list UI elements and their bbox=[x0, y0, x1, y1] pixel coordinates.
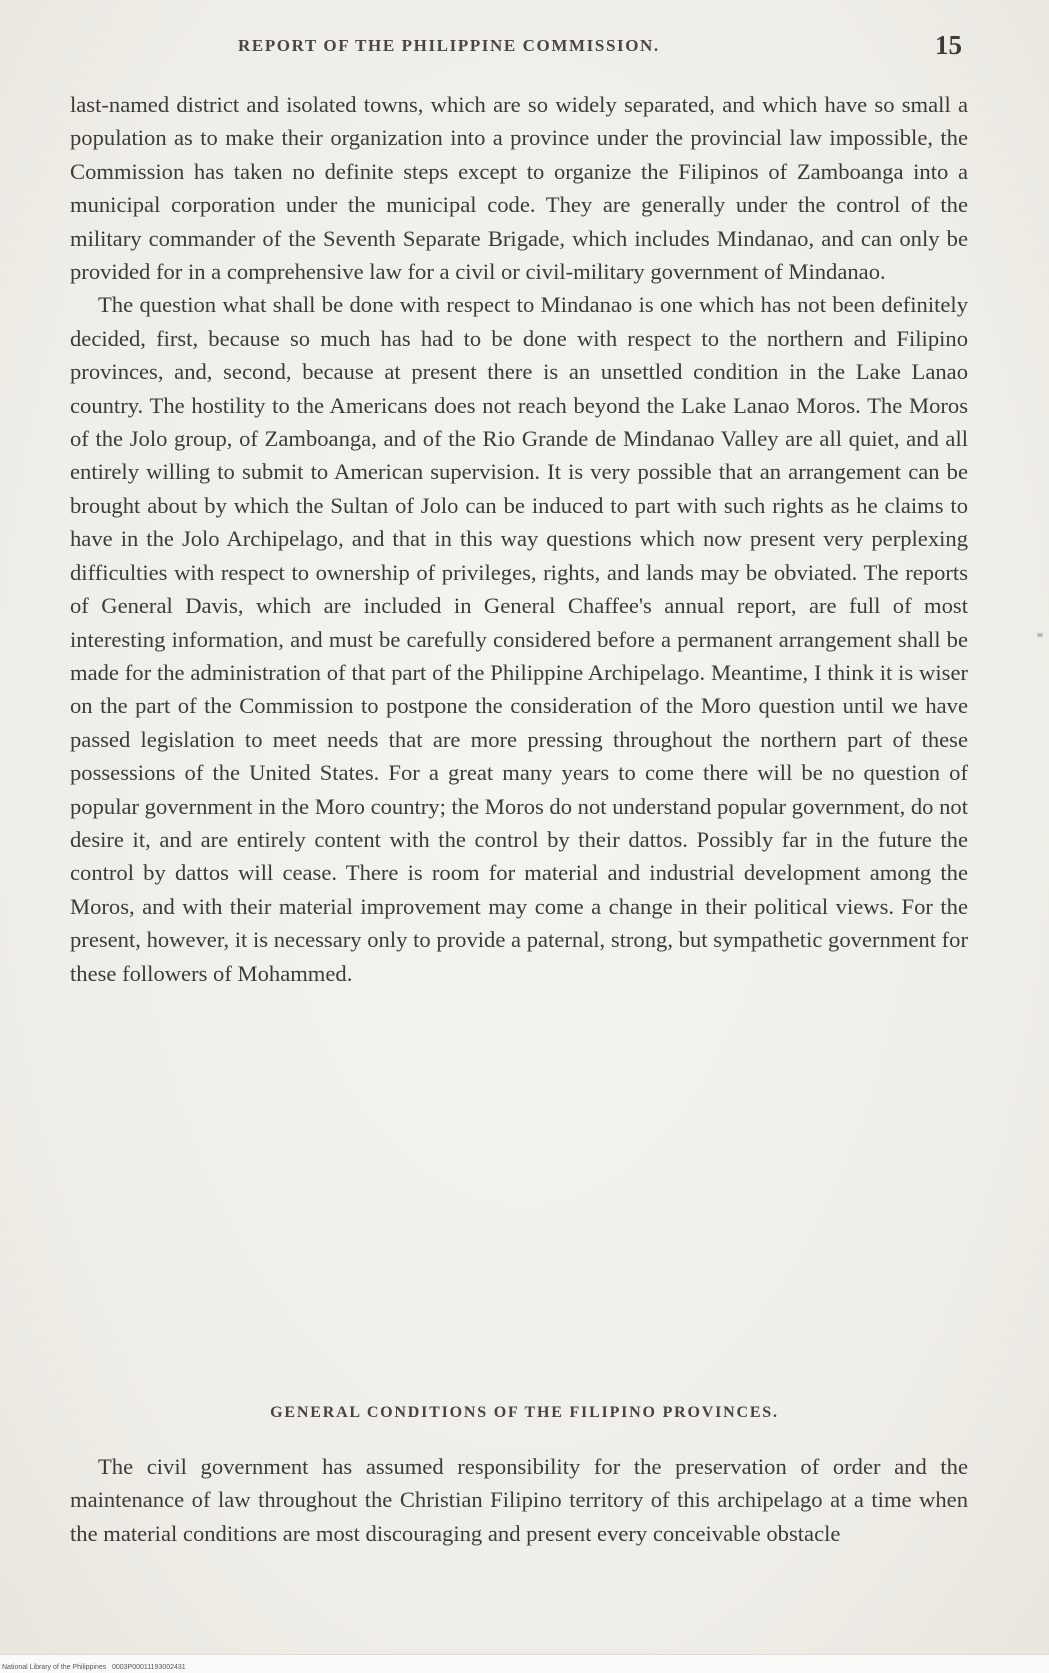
paragraph-civil-government: The civil government has assumed responsibility for the preservation of order and the maintenance of law throughout the Christian Filipino territory of this archipelago at a time when the material conditions are most discouraging and present every conceivable obstacle bbox=[70, 1454, 968, 1546]
body-text bbox=[70, 88, 968, 990]
footer-id: 0003P00011193002431 bbox=[112, 1664, 186, 1671]
paragraph-continued: last-named district and isolated towns, which are so widely separated, and which have so small a population as to make their organization into a province under the provincial law impossible, the Commission has taken no definite steps except to organize the Filipinos of Zamboanga into a municipal corporation under the municipal code. They are generally under the control of the military commander of the Seventh Separate Brigade, which includes Mindanao, and can only be provided for in a comprehensive law for a civil or civil-military government of Mindanao. bbox=[70, 92, 968, 285]
running-head: REPORT OF THE PHILIPPINE COMMISSION. bbox=[238, 36, 660, 55]
section-heading: GENERAL CONDITIONS OF THE FILIPINO PROVINCES. bbox=[270, 1404, 779, 1421]
margin-mark bbox=[1037, 633, 1043, 637]
footer-library: National Library of the Philippines bbox=[2, 1664, 107, 1671]
page-number: 15 bbox=[935, 30, 962, 60]
section-body-text bbox=[70, 1450, 968, 1550]
paragraph-mindanao-question: The question what shall be done with respect to Mindanao is one which has not been definitely decided, first, because so much has had to be done with respect to the northern and Filipino provinces, and, second, because at present there is an unsettled condition in the Lake Lanao country. The hostility to the Americans does not reach beyond the Lake Lanao Moros. The Moros of the Jolo group, of Zamboanga, and of the Rio Grande de Mindanao Valley are all quiet, and all entirely willing to submit to American supervision. It is very possible that an arrangement can be brought about by which the Sultan of Jolo can be induced to part with such rights as he claims to have in the Jolo Archipelago, and that in this way questions which now present very perplexing difficulties with respect to ownership of privileges, rights, and lands may be obviated. The reports of General Davis, which are included in General Chaffee's annual report, are full of most interesting information, and must be carefully considered before a permanent arrangement shall be made for the administration of that part of the Philippine Archipelago. Meantime, I think it is wiser on the part of the Commission to postpone the consideration of the Moro question until we have passed legislation to meet needs that are more pressing throughout the northern part of these possessions of the United States. For a great many years to come there will be no question of popular government in the Moro country; the Moros do not understand popular government, do not desire it, and are entirely content with the control by their dattos. Possibly far in the future the control by dattos will cease. There is room for material and industrial development among the Moros, and with their material improvement may come a change in their political views. For the present, however, it is necessary only to provide a paternal, strong, but sympathetic government for these followers of Mohammed. bbox=[70, 292, 968, 986]
footer-bar bbox=[0, 1654, 1049, 1673]
